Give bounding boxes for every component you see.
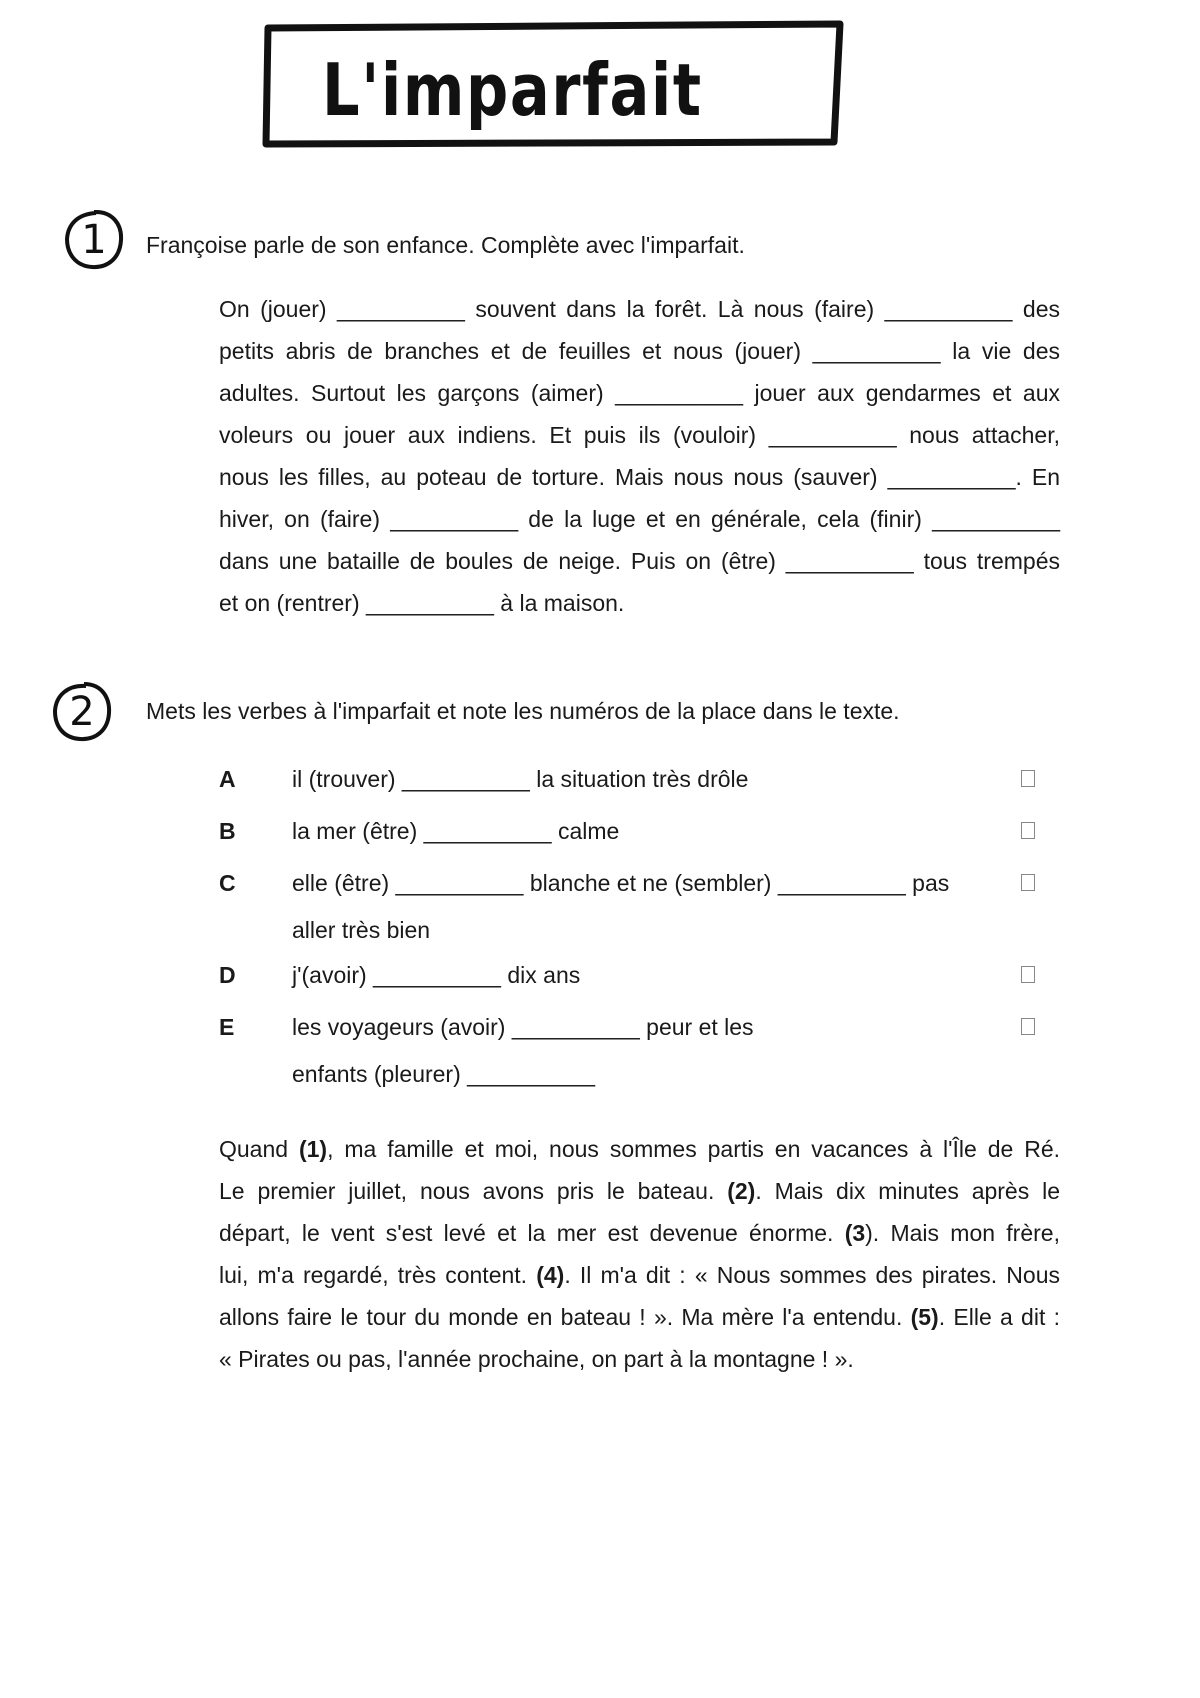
answer-checkbox[interactable] bbox=[1021, 770, 1035, 787]
answer-checkbox[interactable] bbox=[1021, 1018, 1035, 1035]
exercise-2-number: 2 bbox=[50, 680, 114, 744]
story-line: Quand (1), ma famille et moi, nous sommes partis en vacances à l'Île de Ré. bbox=[219, 1136, 1061, 1162]
task-text: la mer (être) __________ calme bbox=[292, 818, 620, 844]
answer-checkbox[interactable] bbox=[1021, 874, 1035, 891]
exercise-1-instruction: Françoise parle de son enfance. Complète avec l'imparfait. bbox=[146, 232, 745, 258]
task-letter: C bbox=[219, 870, 236, 896]
exercise-1-text bbox=[219, 288, 1060, 624]
text-line: et on (rentrer) __________ à la maison. bbox=[219, 590, 625, 616]
text-line: On (jouer) __________ souvent dans la forêt. Là nous (faire) __________ des bbox=[219, 296, 1060, 322]
task-text: j'(avoir) __________ dix ans bbox=[292, 962, 581, 988]
text-line: petits abris de branches et de feuilles et nous (jouer) __________ la vie des bbox=[219, 338, 1060, 364]
story-line: « Pirates ou pas, l'année prochaine, on part à la montagne ! ». bbox=[219, 1346, 854, 1372]
task-letter: A bbox=[219, 766, 236, 792]
page-title: L'imparfait bbox=[322, 48, 703, 132]
title-box bbox=[262, 20, 844, 148]
story-line: lui, m'a regardé, très content. (4). Il m'a dit : « Nous sommes des pirates. Nous bbox=[219, 1262, 1060, 1288]
task-letter: B bbox=[219, 818, 236, 844]
exercise-2-story bbox=[219, 1128, 1060, 1380]
text-line: nous les filles, au poteau de torture. Mais nous nous (sauver) __________. En bbox=[219, 464, 1060, 490]
story-line: Le premier juillet, nous avons pris le bateau. (2). Mais dix minutes après le bbox=[219, 1178, 1060, 1204]
story-line: départ, le vent s'est levé et la mer est devenue énorme. (3). Mais mon frère, bbox=[219, 1220, 1060, 1246]
task-letter: D bbox=[219, 962, 236, 988]
text-line: dans une bataille de boules de neige. Puis on (être) __________ tous trempés bbox=[219, 548, 1060, 574]
text-line: voleurs ou jouer aux indiens. Et puis ils (vouloir) __________ nous attacher, bbox=[219, 422, 1060, 448]
task-letter: E bbox=[219, 1014, 235, 1040]
task-text: les voyageurs (avoir) __________ peur et les bbox=[292, 1014, 754, 1040]
exercise-1-number: 1 bbox=[62, 208, 126, 272]
text-line: adultes. Surtout les garçons (aimer) __________ jouer aux gendarmes et aux bbox=[219, 380, 1060, 406]
task-text-continued: aller très bien bbox=[292, 917, 431, 943]
text-line: hiver, on (faire) __________ de la luge et en générale, cela (finir) __________ bbox=[219, 506, 1060, 532]
story-line: allons faire le tour du monde en bateau ! ». Ma mère l'a entendu. (5). Elle a dit : bbox=[219, 1304, 1060, 1330]
answer-checkbox[interactable] bbox=[1021, 966, 1035, 983]
task-text-continued: enfants (pleurer) __________ bbox=[292, 1061, 596, 1087]
task-text: il (trouver) __________ la situation très drôle bbox=[292, 766, 749, 792]
answer-checkbox[interactable] bbox=[1021, 822, 1035, 839]
task-text: elle (être) __________ blanche et ne (sembler) __________ pas bbox=[292, 870, 950, 896]
exercise-2-instruction: Mets les verbes à l'imparfait et note les numéros de la place dans le texte. bbox=[146, 698, 900, 724]
